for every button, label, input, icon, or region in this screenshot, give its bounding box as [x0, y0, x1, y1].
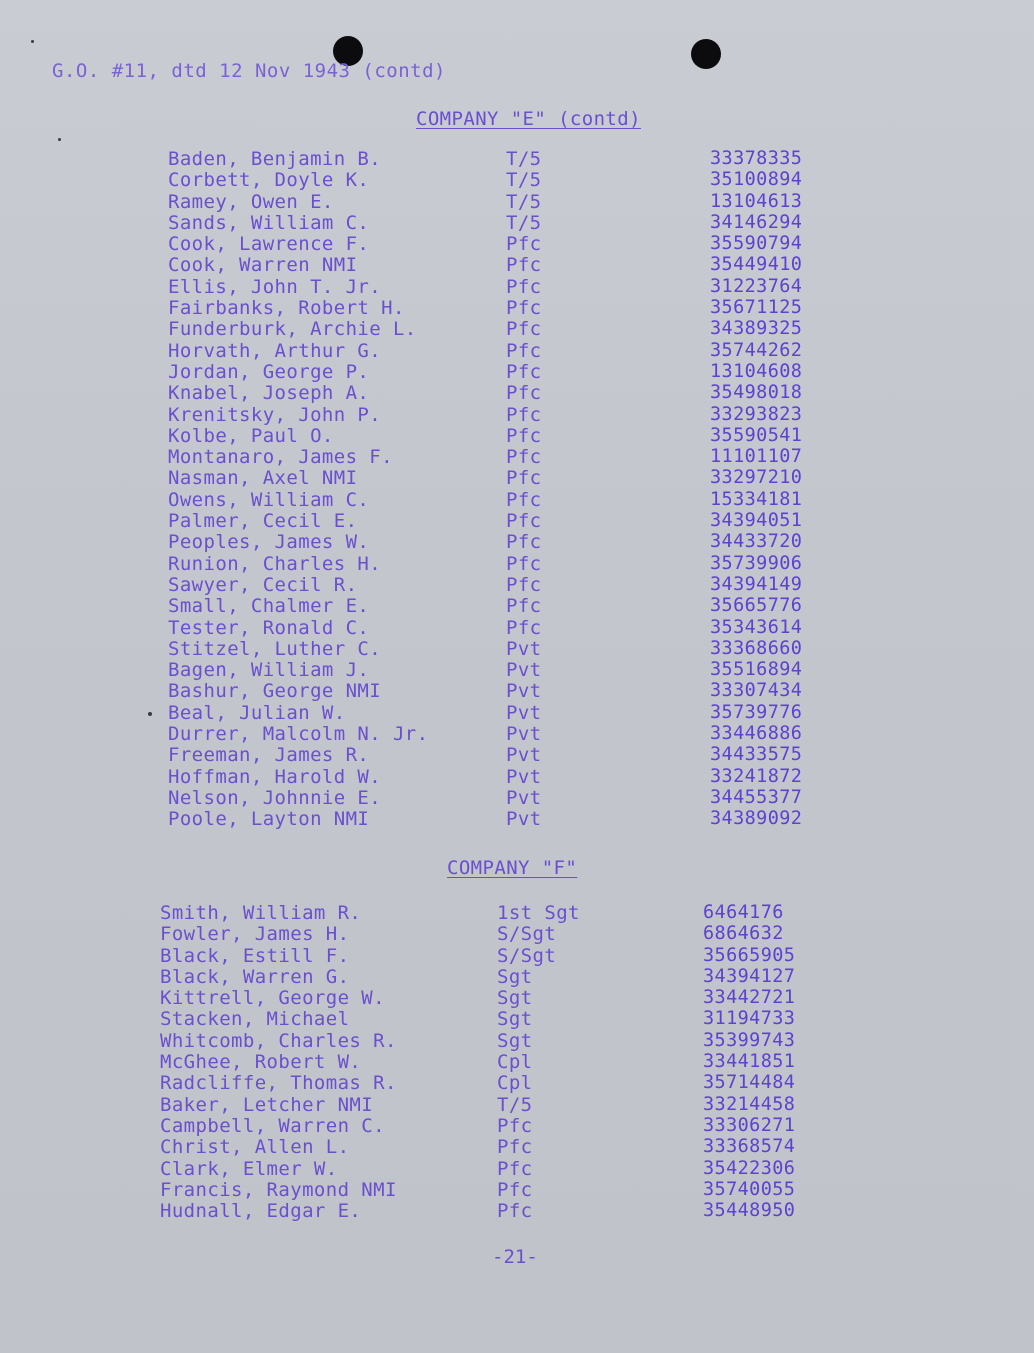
soldier-name: Kolbe, Paul O. [168, 424, 334, 447]
soldier-name: Ellis, John T. Jr. [168, 275, 382, 298]
soldier-rank: S/Sgt [497, 944, 557, 967]
page-number: -21- [492, 1246, 538, 1268]
soldier-name: Runion, Charles H. [168, 552, 382, 575]
soldier-rank: Pfc [506, 488, 542, 511]
soldier-name: Smith, William R. [160, 902, 362, 924]
soldier-name: Kittrell, George W. [160, 987, 385, 1010]
soldier-name: Palmer, Cecil E. [168, 510, 358, 533]
serial-number: 34394127 [703, 965, 796, 987]
soldier-name: Sands, William C. [168, 211, 370, 234]
soldier-rank: Pvt [506, 786, 542, 809]
soldier-rank: Pfc [497, 1114, 533, 1137]
serial-number: 33293823 [710, 403, 803, 425]
soldier-rank: Pfc [506, 339, 542, 362]
soldier-rank: Pfc [497, 1178, 533, 1201]
serial-number: 35516894 [710, 659, 803, 681]
soldier-name: Whitcomb, Charles R. [160, 1029, 397, 1052]
serial-number: 13104613 [710, 190, 803, 212]
serial-number: 35739906 [710, 552, 803, 574]
serial-number: 11101107 [710, 446, 803, 468]
soldier-rank: Pfc [506, 446, 542, 469]
soldier-rank: T/5 [506, 169, 542, 192]
serial-number: 34394149 [710, 573, 803, 595]
serial-number: 35739776 [710, 701, 803, 723]
soldier-name: Freeman, James R. [168, 744, 370, 767]
soldier-name: Jordan, George P. [168, 360, 370, 383]
serial-number: 35665776 [710, 595, 803, 617]
serial-number: 34389092 [710, 808, 803, 830]
serial-number: 35744262 [710, 339, 803, 361]
soldier-name: Stacken, Michael [160, 1008, 350, 1031]
soldier-rank: S/Sgt [497, 923, 557, 946]
soldier-name: Funderburk, Archie L. [168, 318, 417, 341]
soldier-name: Hoffman, Harold W. [168, 765, 382, 788]
soldier-name: Baden, Benjamin B. [168, 148, 382, 170]
soldier-rank: Pvt [506, 637, 542, 660]
soldier-rank: Pfc [506, 424, 542, 447]
serial-number: 31194733 [703, 1008, 796, 1030]
soldier-name: Campbell, Warren C. [160, 1114, 385, 1137]
serial-number: 35665905 [703, 944, 796, 966]
soldier-rank: Pfc [506, 595, 542, 618]
soldier-rank: Sgt [497, 987, 533, 1010]
soldier-rank: Pfc [506, 510, 542, 533]
soldier-name: Small, Chalmer E. [168, 595, 370, 618]
serial-number: 34455377 [710, 786, 803, 808]
soldier-rank: Pvt [506, 808, 542, 831]
serial-number: 33297210 [710, 467, 803, 489]
soldier-rank: Pvt [506, 744, 542, 767]
soldier-name: Fairbanks, Robert H. [168, 297, 405, 320]
company-f-title: COMPANY "F" [447, 857, 578, 879]
soldier-rank: Pfc [506, 275, 542, 298]
serial-number: 34146294 [710, 211, 803, 233]
serial-number: 33442721 [703, 987, 796, 1009]
soldier-name: Tester, Ronald C. [168, 616, 370, 639]
serial-number: 35590541 [710, 424, 803, 446]
soldier-rank: Pfc [506, 531, 542, 554]
soldier-rank: Sgt [497, 1008, 533, 1031]
soldier-rank: Pfc [506, 573, 542, 596]
soldier-rank: Pfc [506, 552, 542, 575]
serial-number: 35422306 [703, 1157, 796, 1179]
soldier-name: Durrer, Malcolm N. Jr. [168, 723, 429, 746]
soldier-rank: T/5 [506, 190, 542, 213]
soldier-name: McGhee, Robert W. [160, 1051, 362, 1074]
serial-number: 35740055 [703, 1178, 796, 1200]
company-e-title: COMPANY "E" (contd) [416, 108, 641, 130]
ink-speck [31, 40, 34, 43]
soldier-rank: Pfc [506, 360, 542, 383]
general-order-header: G.O. #11, dtd 12 Nov 1943 (contd) [52, 60, 446, 82]
soldier-rank: Pvt [506, 680, 542, 703]
soldier-name: Poole, Layton NMI [168, 808, 370, 831]
serial-number: 6864632 [703, 923, 784, 945]
serial-number: 34433720 [710, 531, 803, 553]
soldier-rank: Pvt [506, 723, 542, 746]
soldier-rank: Sgt [497, 965, 533, 988]
soldier-name: Knabel, Joseph A. [168, 382, 370, 405]
soldier-rank: T/5 [506, 211, 542, 234]
soldier-rank: Pfc [506, 318, 542, 341]
serial-number: 33378335 [710, 148, 803, 169]
serial-number: 33214458 [703, 1093, 796, 1115]
serial-number: 35590794 [710, 233, 803, 255]
soldier-name: Nasman, Axel NMI [168, 467, 358, 490]
serial-number: 31223764 [710, 275, 803, 297]
soldier-name: Krenitsky, John P. [168, 403, 382, 426]
serial-number: 33368574 [703, 1136, 796, 1158]
soldier-name: Ramey, Owen E. [168, 190, 334, 213]
serial-number: 15334181 [710, 488, 803, 510]
soldier-name: Corbett, Doyle K. [168, 169, 370, 192]
serial-number: 33446886 [710, 723, 803, 745]
serial-number: 34389325 [710, 318, 803, 340]
serial-number: 13104608 [710, 360, 803, 382]
soldier-name: Baker, Letcher NMI [160, 1093, 374, 1116]
soldier-name: Radcliffe, Thomas R. [160, 1072, 397, 1095]
soldier-rank: Pfc [506, 297, 542, 320]
soldier-rank: Pfc [506, 233, 542, 256]
soldier-rank: T/5 [497, 1093, 533, 1116]
serial-number: 33307434 [710, 680, 803, 702]
ink-speck [58, 138, 61, 141]
soldier-rank: Pfc [506, 382, 542, 405]
soldier-name: Bashur, George NMI [168, 680, 382, 703]
soldier-rank: Pvt [506, 765, 542, 788]
soldier-name: Stitzel, Luther C. [168, 637, 382, 660]
soldier-rank: Pvt [506, 659, 542, 682]
serial-number: 34394051 [710, 510, 803, 532]
soldier-rank: Pfc [506, 616, 542, 639]
serial-number: 33368660 [710, 637, 803, 659]
soldier-rank: Pfc [506, 254, 542, 277]
soldier-name: Beal, Julian W. [168, 701, 346, 724]
soldier-rank: 1st Sgt [497, 902, 580, 924]
serial-number: 34433575 [710, 744, 803, 766]
soldier-rank: Pfc [497, 1157, 533, 1180]
serial-number: 35498018 [710, 382, 803, 404]
soldier-rank: Pfc [497, 1136, 533, 1159]
serial-number: 35100894 [710, 169, 803, 191]
soldier-name: Francis, Raymond NMI [160, 1178, 397, 1201]
serial-number: 35449410 [710, 254, 803, 276]
soldier-name: Christ, Allen L. [160, 1136, 350, 1159]
soldier-rank: Pfc [506, 467, 542, 490]
soldier-rank: Pfc [506, 403, 542, 426]
serial-number: 35343614 [710, 616, 803, 638]
soldier-name: Black, Warren G. [160, 965, 350, 988]
serial-number: 33241872 [710, 765, 803, 787]
soldier-name: Hudnall, Edgar E. [160, 1200, 362, 1223]
soldier-name: Cook, Warren NMI [168, 254, 358, 277]
soldier-name: Clark, Elmer W. [160, 1157, 338, 1180]
serial-number: 35399743 [703, 1029, 796, 1051]
serial-number: 6464176 [703, 902, 784, 923]
serial-number: 35671125 [710, 297, 803, 319]
serial-number: 33441851 [703, 1051, 796, 1073]
soldier-name: Black, Estill F. [160, 944, 350, 967]
soldier-rank: Pvt [506, 701, 542, 724]
soldier-name: Horvath, Arthur G. [168, 339, 382, 362]
serial-number: 35448950 [703, 1200, 796, 1222]
soldier-name: Owens, William C. [168, 488, 370, 511]
soldier-name: Nelson, Johnnie E. [168, 786, 382, 809]
soldier-rank: Cpl [497, 1072, 533, 1095]
serial-number: 33306271 [703, 1114, 796, 1136]
soldier-rank: Sgt [497, 1029, 533, 1052]
soldier-name: Sawyer, Cecil R. [168, 573, 358, 596]
soldier-name: Peoples, James W. [168, 531, 370, 554]
serial-number: 35714484 [703, 1072, 796, 1094]
soldier-rank: Pfc [497, 1200, 533, 1223]
soldier-name: Montanaro, James F. [168, 446, 393, 469]
soldier-name: Bagen, William J. [168, 659, 370, 682]
soldier-name: Fowler, James H. [160, 923, 350, 946]
soldier-rank: Cpl [497, 1051, 533, 1074]
punch-hole-right [691, 39, 721, 69]
soldier-name: Cook, Lawrence F. [168, 233, 370, 256]
soldier-rank: T/5 [506, 148, 542, 170]
ink-speck [148, 712, 152, 716]
